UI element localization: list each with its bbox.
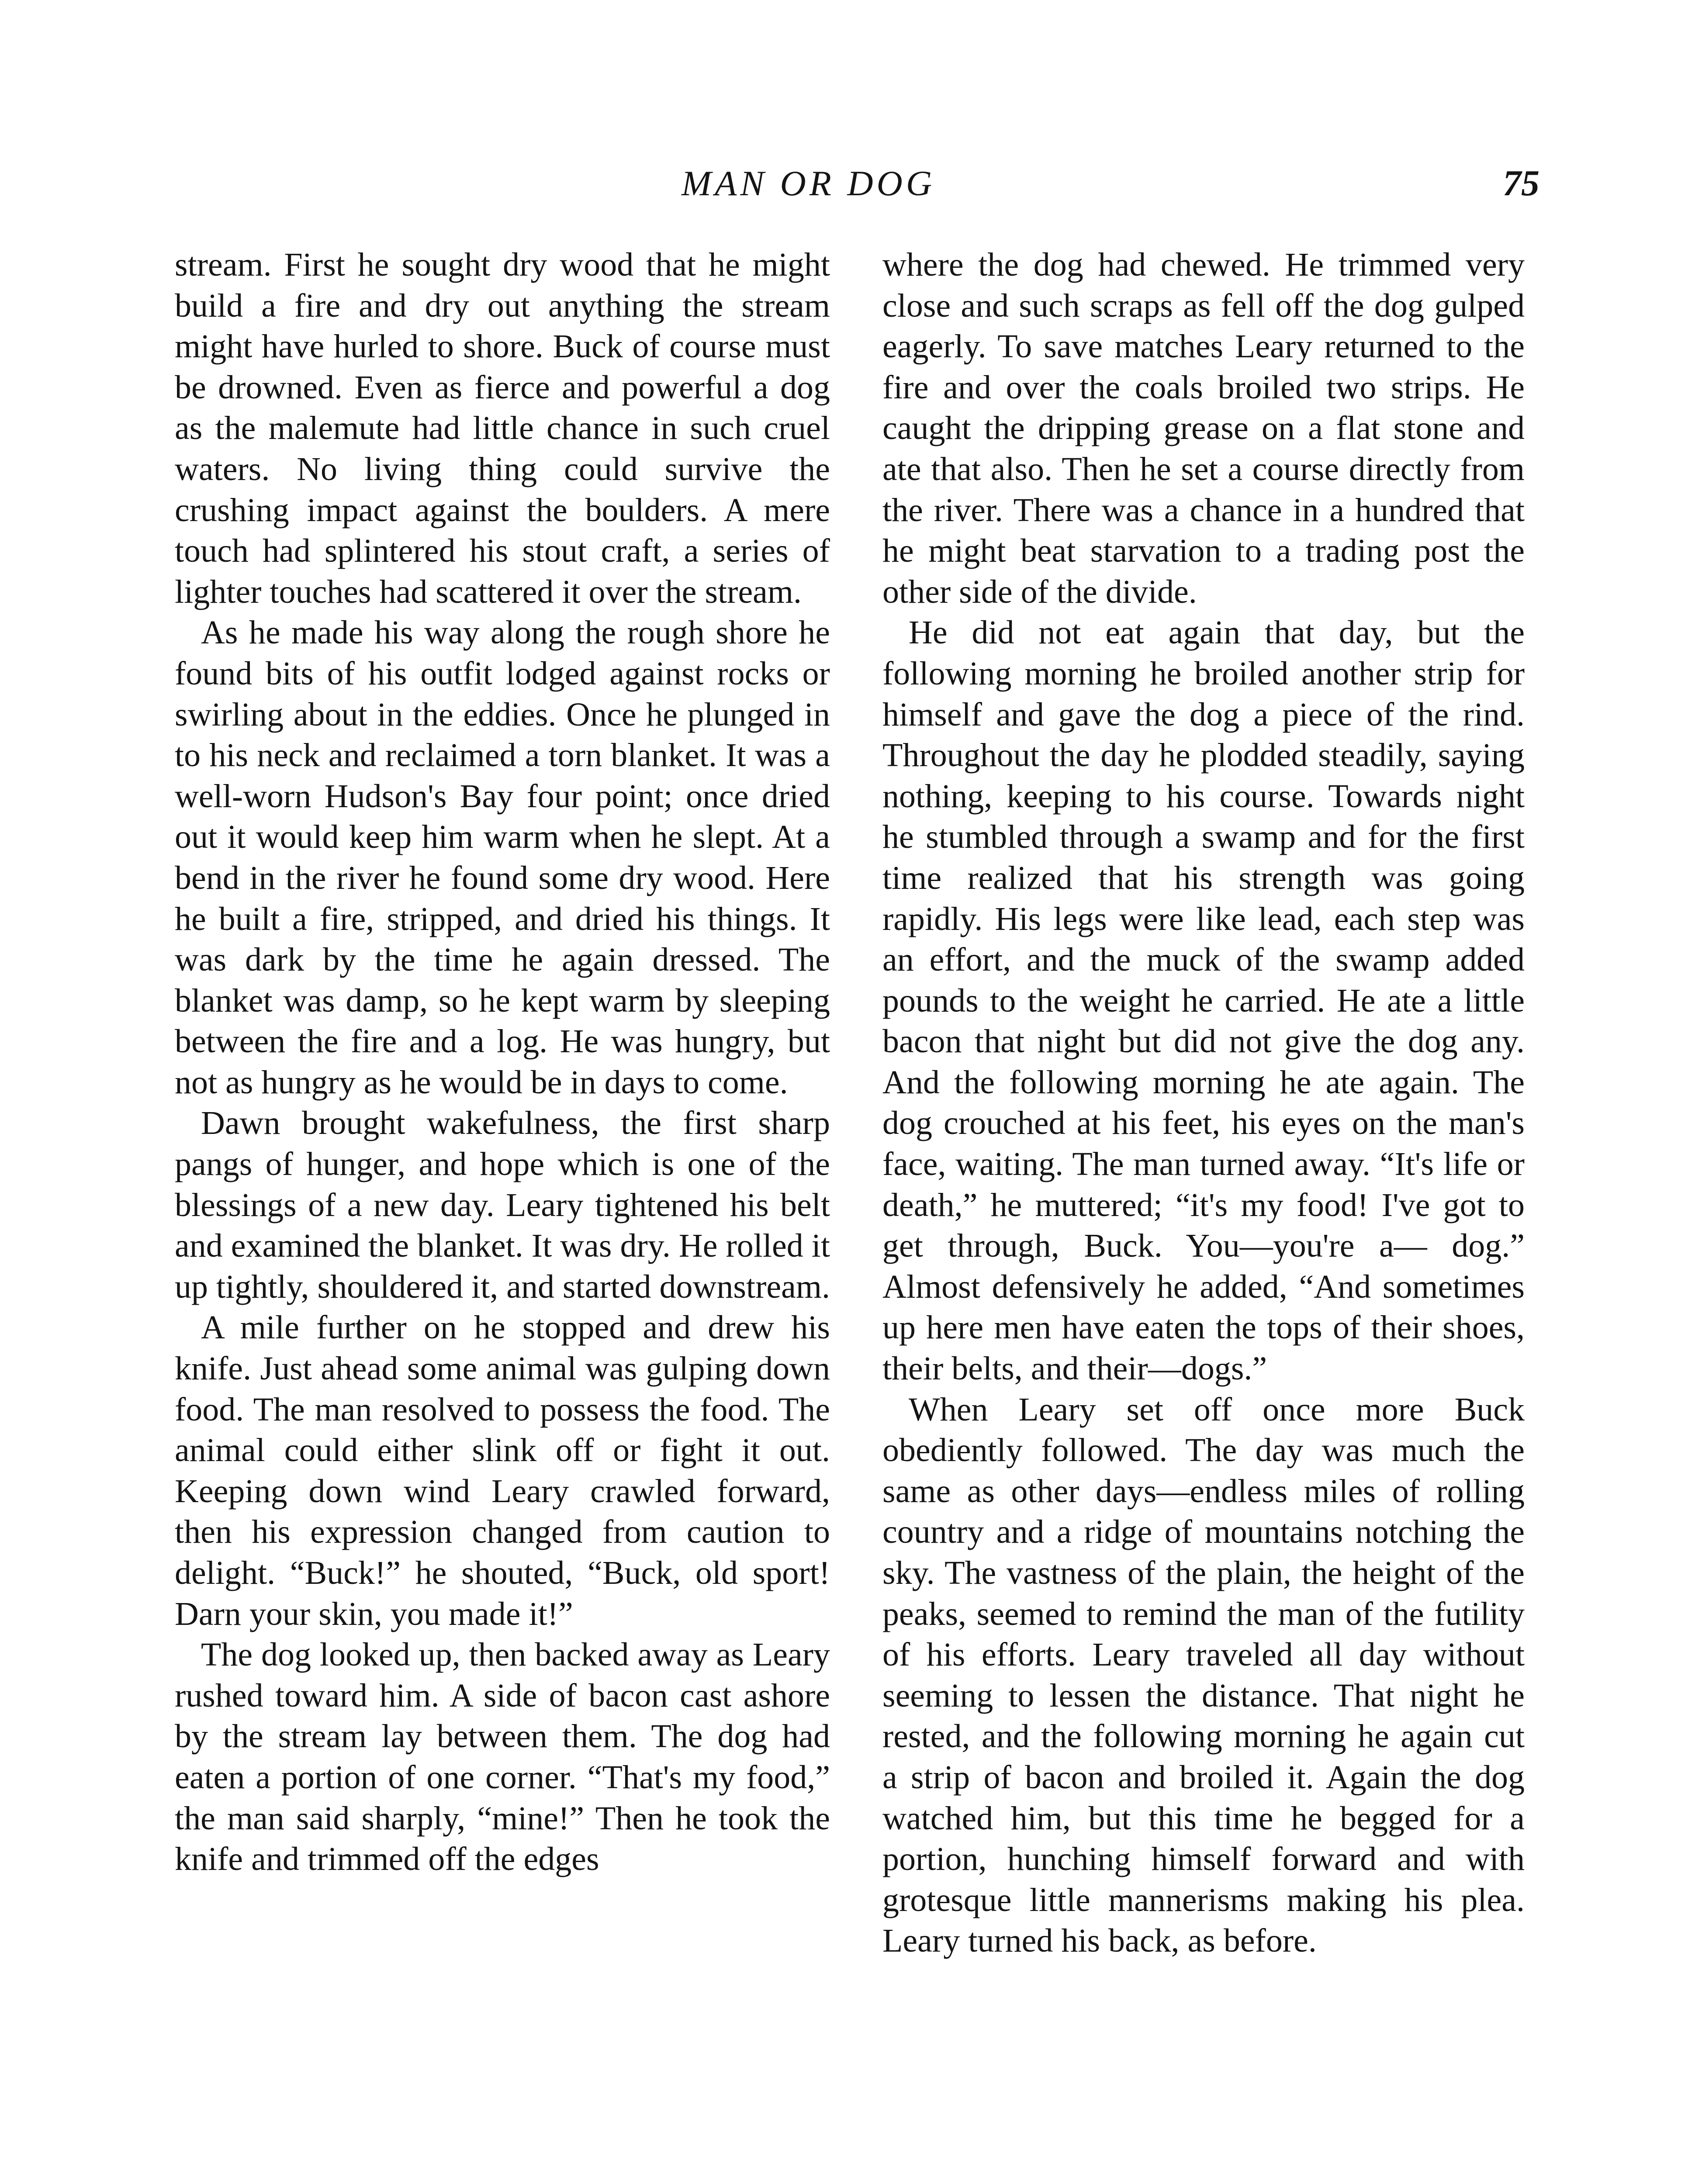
paragraph: A mile further on he stopped and drew his knife. Just ahead some animal was gulping down food. The man resolved to possess the food. The animal could either slink off or fight it out. Keeping down wind Leary crawled forward, then his expression changed from caution to delight. “Buck!” he shouted, “Buck, old sport! Darn your skin, you made it!” <box>175 1309 830 1632</box>
paragraph: Dawn brought wakefulness, the first sharp pangs of hunger, and hope which is one of the blessings of a new day. Leary tightened his belt and examined the blanket. It was dry. He rolled it up tightly, shouldered it, and started downstream. <box>175 1105 830 1305</box>
paragraph: When Leary set off once more Buck obediently followed. The day was much the same as other days—endless miles of rolling country and a ridge of mountains notching the sky. The vastness of the plain, the height of the peaks, seemed to remind the man of the futility of his efforts. Leary traveled all day without seeming to lessen the distance. That night he rested, and the following morning he again cut a strip of bacon and broiled it. Again the dog watched him, but this time he begged for a portion, hunching himself forward and with grotesque little mannerisms making his plea. Leary turned his back, as before. <box>882 1391 1525 1959</box>
left-column <box>175 245 830 1880</box>
paragraph: The dog looked up, then backed away as Leary rushed toward him. A side of bacon cast ashore by the stream lay between them. The dog had eaten a portion of one corner. “That's my food,” the man said sharply, “mine!” Then he took the knife and trimmed off the edges <box>175 1636 830 1878</box>
paragraph: He did not eat again that day, but the following morning he broiled another strip for himself and gave the dog a piece of the rind. Throughout the day he plodded steadily, saying nothing, keeping to his course. Towards night he stumbled through a swamp and for the first time realized that his strength was going rapidly. His legs were like lead, each step was an effort, and the muck of the swamp added pounds to the weight he carried. He ate a little bacon that night but did not give the dog any. And the following morning he ate again. The dog crouched at his feet, his eyes on the man's face, waiting. The man turned away. “It's life or death,” he muttered; “it's my food! I've got to get through, Buck. You—you're a— dog.” Almost defensively he added, “And sometimes up here men have eaten the tops of their shoes, their belts, and their—dogs.” <box>882 614 1525 1387</box>
page-number: 75 <box>1503 163 1539 204</box>
right-column <box>882 245 1525 1962</box>
paragraph: As he made his way along the rough shore he found bits of his outfit lodged against rocks or swirling about in the eddies. Once he plunged in to his neck and reclaimed a torn blanket. It was a well-worn Hudson's Bay four point; once dried out it would keep him warm when he slept. At a bend in the river he found some dry wood. Here he built a fire, stripped, and dried his things. It was dark by the time he again dressed. The blanket was damp, so he kept warm by sleeping between the fire and a log. He was hungry, but not as hungry as he would be in days to come. <box>175 614 830 1101</box>
paragraph: where the dog had chewed. He trimmed very close and such scraps as fell off the dog gulped eagerly. To save matches Leary returned to the fire and over the coals broiled two strips. He caught the dripping grease on a flat stone and ate that also. Then he set a course directly from the river. There was a chance in a hundred that he might beat starvation to a trading post the other side of the divide. <box>882 246 1525 610</box>
paragraph: stream. First he sought dry wood that he might build a fire and dry out anything the stream might have hurled to shore. Buck of course must be drowned. Even as fierce and powerful a dog as the malemute had little chance in such cruel waters. No living thing could survive the crushing impact against the boulders. A mere touch had splintered his stout craft, a series of lighter touches had scattered it over the stream. <box>175 246 830 610</box>
running-title: MAN OR DOG <box>681 163 936 203</box>
page-header <box>0 157 1702 210</box>
